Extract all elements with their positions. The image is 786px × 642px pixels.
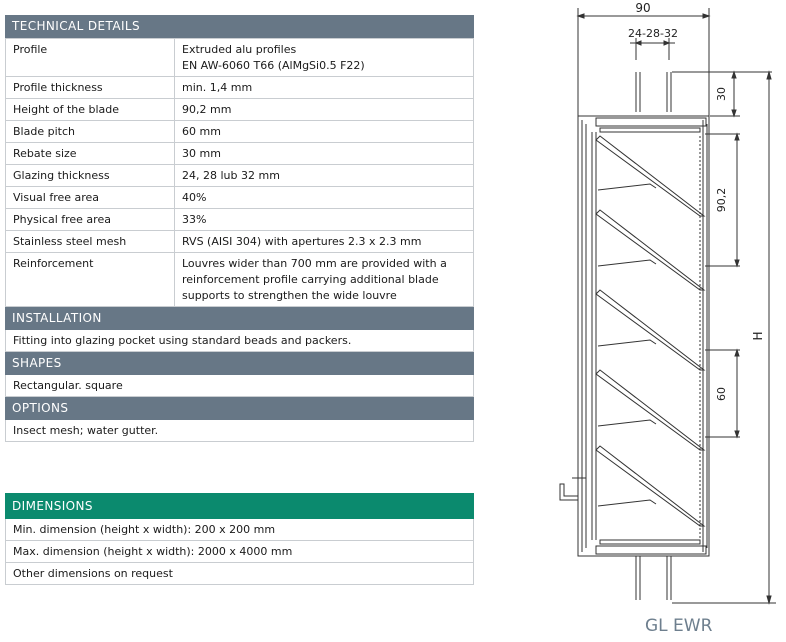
technical-details-table <box>5 38 474 307</box>
row-key: Stainless steel mesh <box>6 231 175 253</box>
table-row <box>6 77 474 99</box>
table-row <box>6 143 474 165</box>
row-value: min. 1,4 mm <box>175 77 474 99</box>
installation-header: INSTALLATION <box>5 307 474 330</box>
glazing-dimension-label: 24-28-32 <box>628 27 678 40</box>
row-value-line: reinforcement profile carrying additional blade <box>182 273 439 286</box>
table-row <box>6 99 474 121</box>
dimensions-row: Max. dimension (height x width): 2000 x 4000 mm <box>5 541 474 563</box>
shapes-header: SHAPES <box>5 352 474 375</box>
row-key: Glazing thickness <box>6 165 175 187</box>
product-name-caption: GL EWR <box>645 616 713 636</box>
installation-text: Fitting into glazing pocket using standard beads and packers. <box>5 330 474 352</box>
row-value: 40% <box>175 187 474 209</box>
table-row <box>6 165 474 187</box>
row-key: Visual free area <box>6 187 175 209</box>
table-row <box>6 231 474 253</box>
technical-details-header: TECHNICAL DETAILS <box>5 15 474 38</box>
row-value-line: EN AW-6060 T66 (AlMgSi0.5 F22) <box>182 59 365 72</box>
dimensions-row: Other dimensions on request <box>5 563 474 585</box>
row-key: Profile thickness <box>6 77 175 99</box>
row-value: 24, 28 lub 32 mm <box>175 165 474 187</box>
row-key: Profile <box>6 39 175 77</box>
row-value <box>175 253 474 307</box>
shapes-text: Rectangular. square <box>5 375 474 397</box>
table-row <box>6 209 474 231</box>
row-value <box>175 39 474 77</box>
table-row <box>6 121 474 143</box>
table-row <box>6 39 474 77</box>
technical-details-panel <box>5 15 474 442</box>
row-key: Height of the blade <box>6 99 175 121</box>
row-value: 90,2 mm <box>175 99 474 121</box>
row-value-line: Louvres wider than 700 mm are provided with a <box>182 257 447 270</box>
height-dimension-label: H <box>751 331 765 341</box>
dimensions-panel <box>5 493 474 585</box>
rebate-dimension-label: 30 <box>715 87 728 101</box>
row-value-line: supports to strengthen the wide louvre <box>182 289 397 302</box>
dimensions-header: DIMENSIONS <box>5 493 474 519</box>
row-key: Blade pitch <box>6 121 175 143</box>
row-value: 30 mm <box>175 143 474 165</box>
row-key: Physical free area <box>6 209 175 231</box>
louvre-cross-section-drawing <box>540 0 786 612</box>
row-key: Reinforcement <box>6 253 175 307</box>
width-dimension-label: 90 <box>635 1 651 15</box>
options-text: Insect mesh; water gutter. <box>5 420 474 442</box>
row-value: 33% <box>175 209 474 231</box>
table-row <box>6 253 474 307</box>
row-value: RVS (AISI 304) with apertures 2.3 x 2.3 mm <box>175 231 474 253</box>
row-key: Rebate size <box>6 143 175 165</box>
row-value-line: Extruded alu profiles <box>182 43 297 56</box>
dimensions-row: Min. dimension (height x width): 200 x 200 mm <box>5 519 474 541</box>
table-row <box>6 187 474 209</box>
blade-dimension-label: 90,2 <box>715 187 728 213</box>
row-value: 60 mm <box>175 121 474 143</box>
pitch-dimension-label: 60 <box>715 387 728 401</box>
options-header: OPTIONS <box>5 397 474 420</box>
